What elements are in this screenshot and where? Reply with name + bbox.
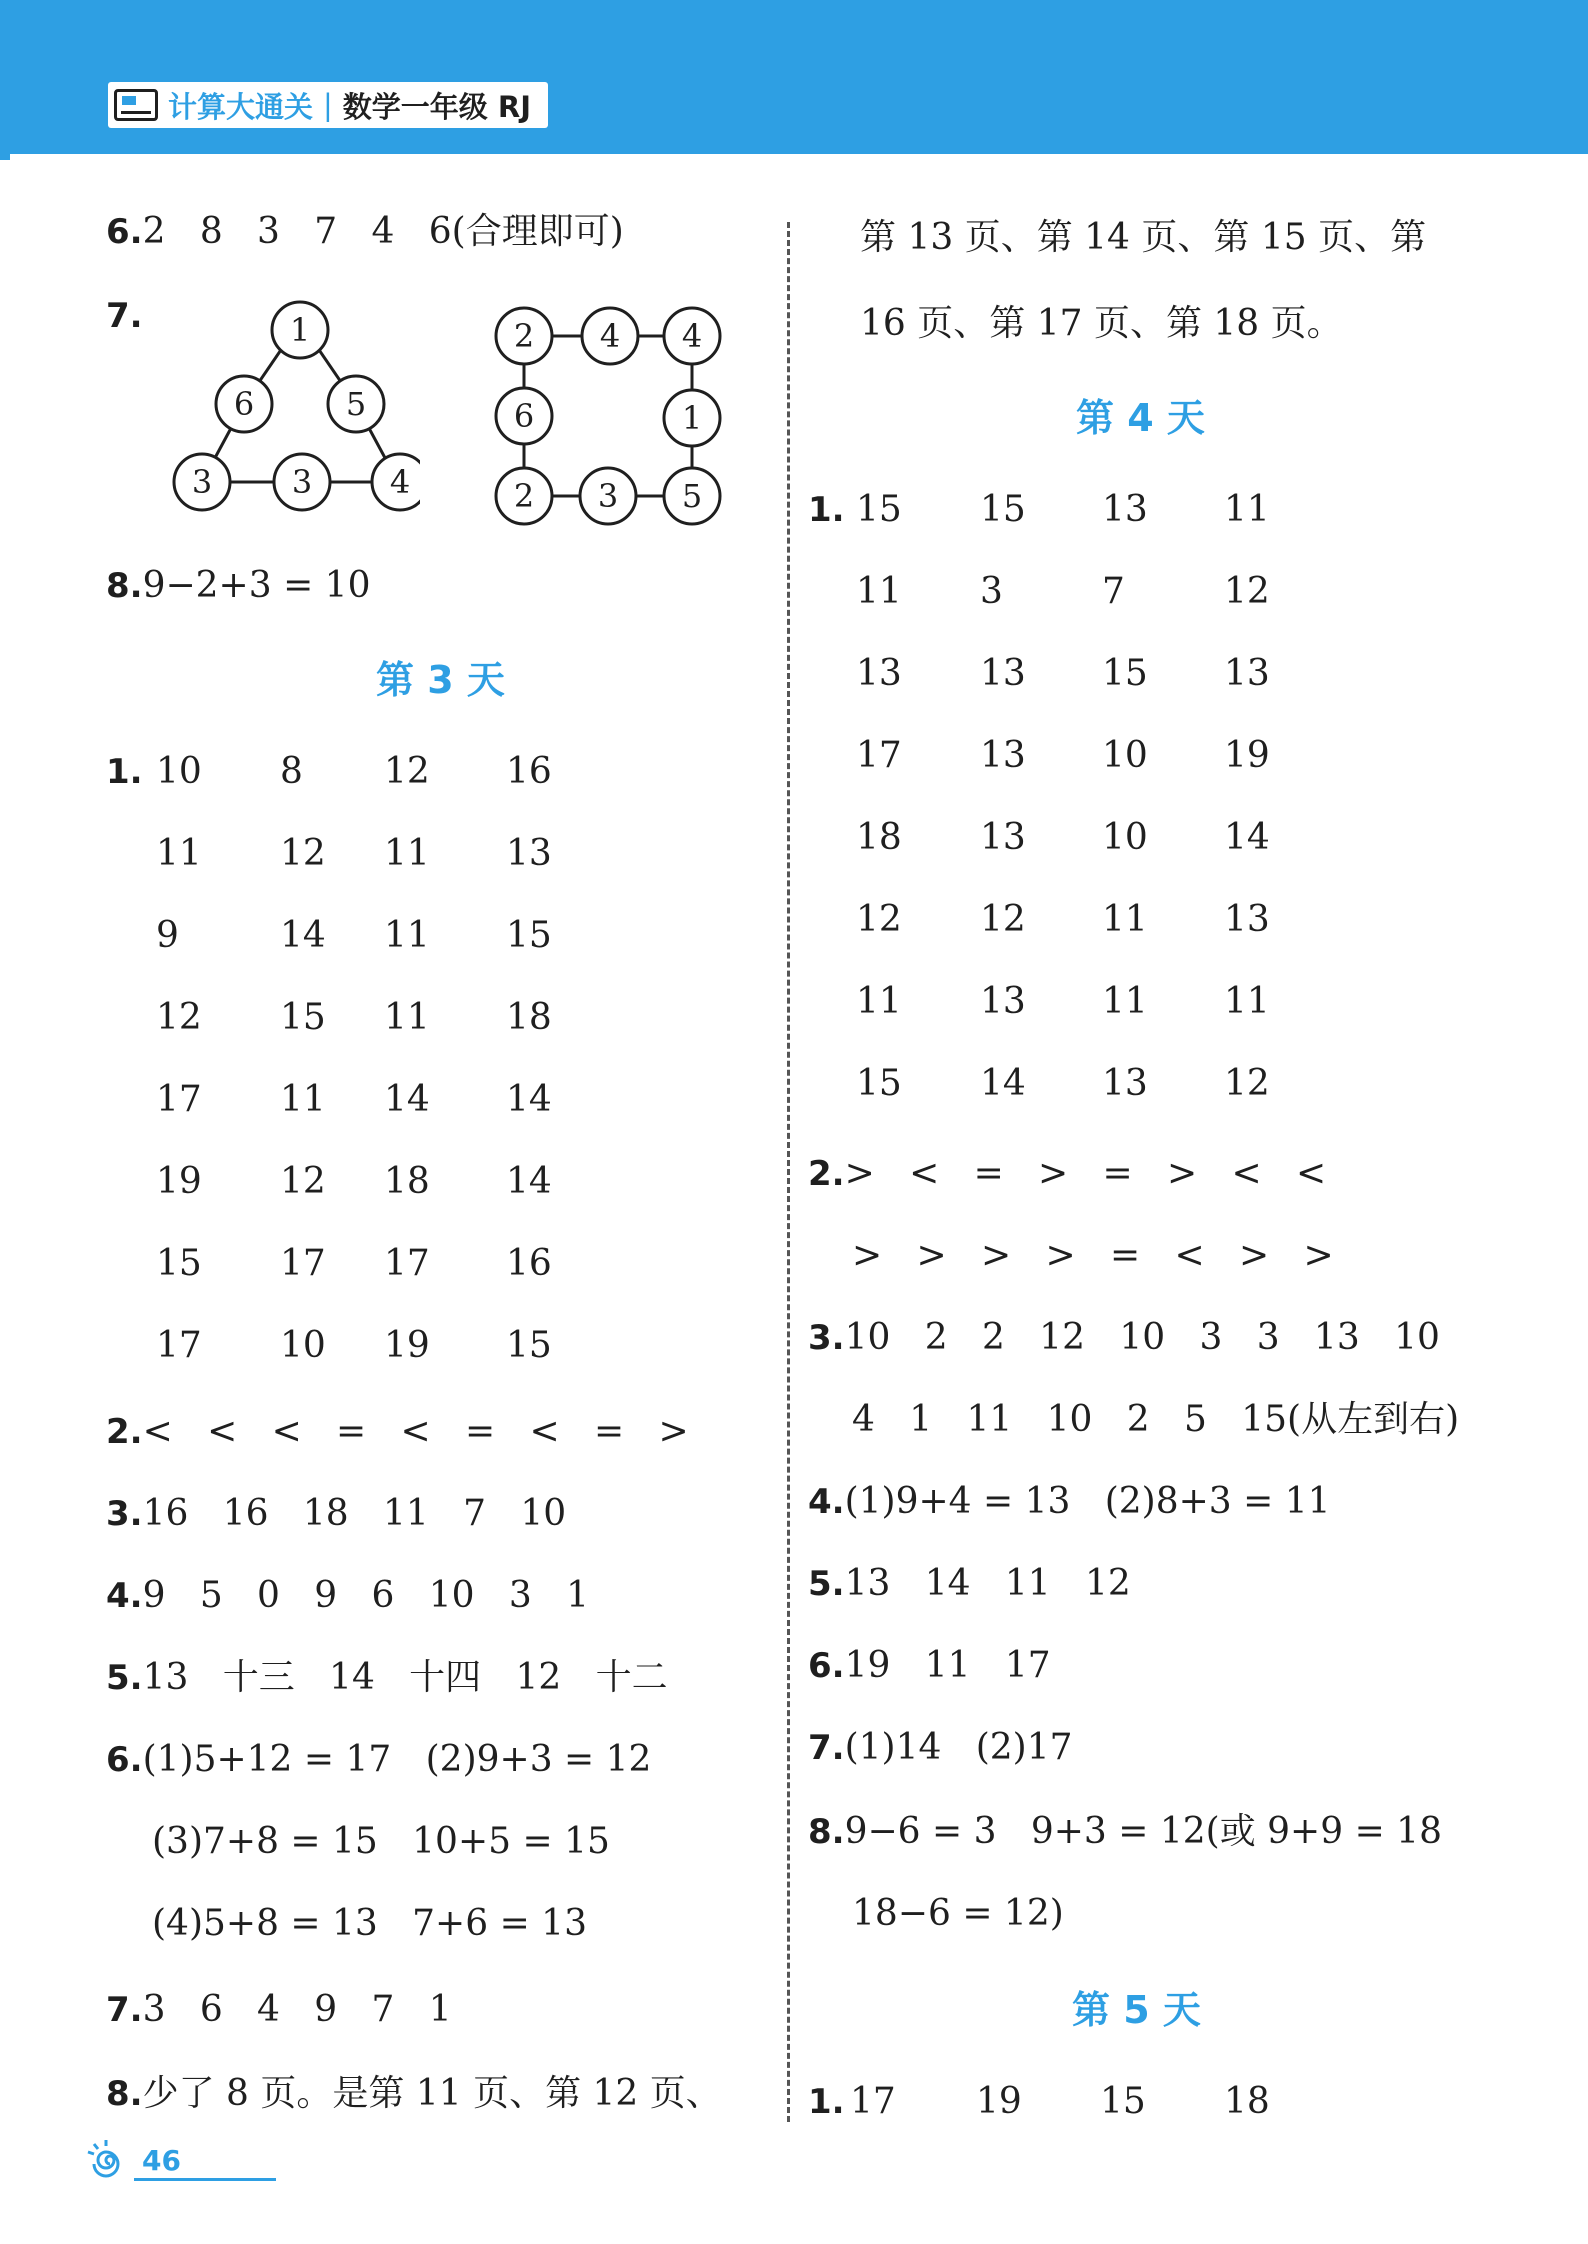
d4q3-line2: 4 1 11 10 2 5 15(从左到右) bbox=[852, 1399, 1460, 1440]
d3q8-continued-1: 第 13 页、第 14 页、第 15 页、第 bbox=[860, 217, 1427, 258]
day4-q1-cell: 19 bbox=[1224, 735, 1270, 776]
d3q7-number: 7. bbox=[106, 1990, 143, 2030]
square-mid-left-value: 6 bbox=[513, 397, 535, 435]
day3-q1-cell: 18 bbox=[384, 1161, 430, 1202]
day4-q1-cell: 13 bbox=[980, 653, 1026, 694]
triangle-top-value: 1 bbox=[289, 311, 311, 349]
day4-q1-cell: 11 bbox=[1224, 981, 1270, 1022]
day3-q1-cell: 10 bbox=[156, 751, 202, 792]
day4-q1-cell: 7 bbox=[1102, 571, 1125, 612]
d3q3-line bbox=[106, 1494, 566, 1534]
d4q7-answer: (1)14 (2)17 bbox=[844, 1727, 1073, 1768]
q8-line bbox=[106, 566, 370, 606]
d4q8-line1 bbox=[808, 1812, 1442, 1852]
day3-q1-cell: 18 bbox=[506, 997, 552, 1038]
d4q2-number: 2. bbox=[808, 1154, 845, 1194]
book-title-bar bbox=[108, 82, 548, 128]
day4-q1-cell: 12 bbox=[980, 899, 1026, 940]
day3-q1-cell: 13 bbox=[506, 833, 552, 874]
d4q6-line bbox=[808, 1646, 1051, 1686]
day5-q1-cell: 17 bbox=[850, 2081, 896, 2122]
day3-q1-cell: 14 bbox=[506, 1079, 552, 1120]
q7-number-line bbox=[106, 296, 143, 336]
d3q1-number: 1. bbox=[106, 752, 143, 792]
day3-q1-cell: 16 bbox=[506, 1243, 552, 1284]
day4-q1-cell: 15 bbox=[856, 489, 902, 530]
day3-q1-cell: 12 bbox=[280, 1161, 326, 1202]
day3-q1-cell: 12 bbox=[156, 997, 202, 1038]
column-divider bbox=[787, 222, 790, 2122]
d4q7-line bbox=[808, 1728, 1073, 1768]
d4q7-number: 7. bbox=[808, 1728, 845, 1768]
day4-q1-cell: 11 bbox=[1102, 899, 1148, 940]
day4-q1-cell: 12 bbox=[1224, 571, 1270, 612]
d3q7-line bbox=[106, 1990, 452, 2030]
d3q8-answer: 少了 8 页。是第 11 页、第 12 页、 bbox=[142, 2073, 722, 2114]
day3-q1-cell: 9 bbox=[156, 915, 179, 956]
d4q8-line2: 18−6 = 12) bbox=[852, 1893, 1064, 1934]
day3-q1-cell: 15 bbox=[280, 997, 326, 1038]
d3q6-answer-1: (1)5+12 = 17 (2)9+3 = 12 bbox=[142, 1739, 652, 1780]
d3q3-answer: 16 16 18 11 7 10 bbox=[142, 1493, 567, 1534]
square-bottom-right-value: 5 bbox=[681, 477, 703, 515]
page-number-underline bbox=[134, 2178, 276, 2181]
day3-q1-cell: 12 bbox=[280, 833, 326, 874]
day3-q1-cell: 12 bbox=[384, 751, 430, 792]
d4q1-number: 1. bbox=[808, 490, 845, 530]
d4q5-line bbox=[808, 1564, 1131, 1604]
triangle-bottom-right-value: 4 bbox=[389, 463, 411, 501]
day4-q1-cell: 15 bbox=[856, 1063, 902, 1104]
q6-answer: 2 8 3 7 4 6(合理即可) bbox=[142, 211, 624, 252]
d3q6-line1 bbox=[106, 1740, 651, 1780]
d3q8-continued-2: 16 页、第 17 页、第 18 页。 bbox=[860, 303, 1343, 344]
d4q4-number: 4. bbox=[808, 1482, 845, 1522]
d4q5-answer: 13 14 11 12 bbox=[844, 1563, 1131, 1604]
day5-q1-cell: 18 bbox=[1224, 2081, 1270, 2122]
book-subtitle: 数学一年级 RJ bbox=[342, 89, 532, 124]
day4-q1-cell: 13 bbox=[1224, 653, 1270, 694]
day4-q1-cell: 15 bbox=[1102, 653, 1148, 694]
d3q5-number: 5. bbox=[106, 1658, 143, 1698]
d4q2-line2: > > > > = < > > bbox=[852, 1235, 1334, 1276]
d4q2-line1 bbox=[808, 1154, 1326, 1194]
day3-q1-cell: 15 bbox=[506, 915, 552, 956]
day4-q1-cell: 13 bbox=[980, 981, 1026, 1022]
book-icon bbox=[114, 89, 158, 121]
day3-q1-cell: 15 bbox=[506, 1325, 552, 1366]
day4-q1-cell: 3 bbox=[980, 571, 1003, 612]
square-bottom-left-value: 2 bbox=[513, 477, 535, 515]
triangle-diagram bbox=[160, 292, 420, 522]
day4-q1-cell: 12 bbox=[856, 899, 902, 940]
day4-q1-cell: 13 bbox=[1224, 899, 1270, 940]
d4q1-number-line bbox=[808, 490, 845, 530]
day4-q1-cell: 15 bbox=[980, 489, 1026, 530]
day3-q1-cell: 11 bbox=[384, 833, 430, 874]
day3-q1-cell: 19 bbox=[384, 1325, 430, 1366]
d3q2-number: 2. bbox=[106, 1412, 143, 1452]
d5q1-number-line bbox=[808, 2082, 845, 2122]
day3-q1-cell: 19 bbox=[156, 1161, 202, 1202]
triangle-bottom-mid-value: 3 bbox=[291, 463, 313, 501]
square-top-mid-value: 4 bbox=[599, 317, 621, 355]
q6-number: 6. bbox=[106, 212, 143, 252]
d3q6-line3: (4)5+8 = 13 7+6 = 13 bbox=[152, 1903, 587, 1944]
day3-q1-cell: 10 bbox=[280, 1325, 326, 1366]
day3-q1-cell: 15 bbox=[156, 1243, 202, 1284]
square-diagram bbox=[488, 300, 728, 532]
d3q2-line bbox=[106, 1412, 689, 1452]
day3-q1-cell: 16 bbox=[506, 751, 552, 792]
triangle-bottom-left-value: 3 bbox=[191, 463, 213, 501]
day3-q1-cell: 11 bbox=[156, 833, 202, 874]
d4q5-number: 5. bbox=[808, 1564, 845, 1604]
d3q1-number-line bbox=[106, 752, 143, 792]
day4-q1-cell: 13 bbox=[1102, 489, 1148, 530]
day3-q1-cell: 17 bbox=[156, 1079, 202, 1120]
d3q5-answer: 13 十三 14 十四 12 十二 bbox=[142, 1657, 668, 1698]
day3-q1-cell: 11 bbox=[384, 997, 430, 1038]
day3-q1-cell: 8 bbox=[280, 751, 303, 792]
d3q8-number: 8. bbox=[106, 2074, 143, 2114]
series-title: 计算大通关 bbox=[168, 89, 314, 124]
day5-title: 第 5 天 bbox=[1072, 1988, 1201, 2032]
triangle-mid-right-value: 5 bbox=[345, 385, 367, 423]
d5q1-number: 1. bbox=[808, 2082, 845, 2122]
page-number-block bbox=[84, 2140, 204, 2180]
header-band bbox=[0, 0, 1588, 160]
page-number: 46 bbox=[142, 2144, 181, 2177]
day4-q1-cell: 13 bbox=[856, 653, 902, 694]
day3-q1-cell: 14 bbox=[384, 1079, 430, 1120]
day3-q1-cell: 17 bbox=[280, 1243, 326, 1284]
q8-answer: 9−2+3 = 10 bbox=[142, 565, 371, 606]
d3q7-answer: 3 6 4 9 7 1 bbox=[142, 1989, 452, 2030]
square-mid-right-value: 1 bbox=[681, 399, 703, 437]
d4q6-number: 6. bbox=[808, 1646, 845, 1686]
day4-q1-cell: 11 bbox=[856, 571, 902, 612]
day4-q1-cell: 11 bbox=[1224, 489, 1270, 530]
q7-number: 7. bbox=[106, 296, 143, 336]
q8-number: 8. bbox=[106, 566, 143, 606]
day4-q1-cell: 13 bbox=[980, 817, 1026, 858]
square-bottom-mid-value: 3 bbox=[597, 477, 619, 515]
d4q8-answer-1: 9−6 = 3 9+3 = 12(或 9+9 = 18 bbox=[844, 1811, 1442, 1852]
d3q5-line bbox=[106, 1658, 668, 1698]
day5-q1-cell: 19 bbox=[976, 2081, 1022, 2122]
d3q4-line bbox=[106, 1576, 589, 1616]
d4q6-answer: 19 11 17 bbox=[844, 1645, 1051, 1686]
day4-q1-cell: 14 bbox=[980, 1063, 1026, 1104]
d3q3-number: 3. bbox=[106, 1494, 143, 1534]
day3-q1-cell: 17 bbox=[384, 1243, 430, 1284]
day4-title: 第 4 天 bbox=[1076, 396, 1205, 440]
d4q3-number: 3. bbox=[808, 1318, 845, 1358]
day3-q1-cell: 14 bbox=[506, 1161, 552, 1202]
q6-line bbox=[106, 212, 624, 252]
triangle-mid-left-value: 6 bbox=[233, 385, 255, 423]
d3q4-answer: 9 5 0 9 6 10 3 1 bbox=[142, 1575, 590, 1616]
d3q6-number: 6. bbox=[106, 1740, 143, 1780]
d4q2-answer-1: > < = > = > < < bbox=[844, 1153, 1327, 1194]
day3-q1-cell: 11 bbox=[280, 1079, 326, 1120]
square-top-right-value: 4 bbox=[681, 317, 703, 355]
day4-q1-cell: 10 bbox=[1102, 817, 1148, 858]
d4q4-answer: (1)9+4 = 13 (2)8+3 = 11 bbox=[844, 1481, 1331, 1522]
d3q4-number: 4. bbox=[106, 1576, 143, 1616]
day4-q1-cell: 11 bbox=[856, 981, 902, 1022]
day3-q1-cell: 17 bbox=[156, 1325, 202, 1366]
square-top-left-value: 2 bbox=[513, 317, 535, 355]
swirl-icon bbox=[84, 2140, 136, 2180]
day4-q1-cell: 14 bbox=[1224, 817, 1270, 858]
d3q2-answer: < < < = < = < = > bbox=[142, 1411, 689, 1452]
day3-q1-cell: 14 bbox=[280, 915, 326, 956]
d4q3-answer-1: 10 2 2 12 10 3 3 13 10 bbox=[844, 1317, 1440, 1358]
day3-title: 第 3 天 bbox=[376, 658, 505, 702]
day4-q1-cell: 17 bbox=[856, 735, 902, 776]
day4-q1-cell: 13 bbox=[1102, 1063, 1148, 1104]
day4-q1-cell: 10 bbox=[1102, 735, 1148, 776]
d3q8-line bbox=[106, 2074, 722, 2114]
d4q4-line bbox=[808, 1482, 1331, 1522]
day4-q1-cell: 13 bbox=[980, 735, 1026, 776]
day4-q1-cell: 12 bbox=[1224, 1063, 1270, 1104]
day4-q1-cell: 18 bbox=[856, 817, 902, 858]
day5-q1-cell: 15 bbox=[1100, 2081, 1146, 2122]
day4-q1-cell: 11 bbox=[1102, 981, 1148, 1022]
d4q8-number: 8. bbox=[808, 1812, 845, 1852]
title-separator: | bbox=[323, 88, 333, 122]
d3q6-line2: (3)7+8 = 15 10+5 = 15 bbox=[152, 1821, 610, 1862]
day3-q1-cell: 11 bbox=[384, 915, 430, 956]
d4q3-line1 bbox=[808, 1318, 1440, 1358]
